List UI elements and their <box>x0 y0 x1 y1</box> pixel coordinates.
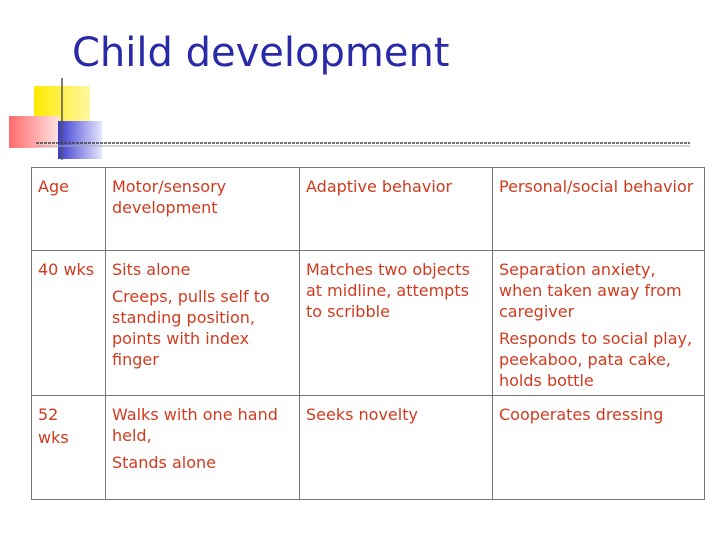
cell-adaptive: Matches two objects at midline, attempts to scribble <box>300 251 493 396</box>
development-table <box>31 167 705 500</box>
cell-age: 52 wks <box>32 396 106 500</box>
header-age: Age <box>32 168 106 251</box>
cell-motor: Walks with one hand held, Stands alone <box>106 396 300 500</box>
red-square <box>9 116 59 148</box>
cell-social: Separation anxiety, when taken away from caregiver Responds to social play, peekaboo, pata cake, holds bottle <box>493 251 705 396</box>
cell-age: 40 wks <box>32 251 106 396</box>
cell-social: Cooperates dressing <box>493 396 705 500</box>
cell-motor: Sits alone Creeps, pulls self to standing position, points with index finger <box>106 251 300 396</box>
table-row <box>32 396 705 500</box>
header-social: Personal/social behavior <box>493 168 705 251</box>
slide-title: Child development <box>72 30 450 76</box>
cell-adaptive: Seeks novelty <box>300 396 493 500</box>
blue-square <box>58 121 102 159</box>
table-header-row <box>32 168 705 251</box>
decorative-squares <box>0 0 728 170</box>
header-adaptive: Adaptive behavior <box>300 168 493 251</box>
header-motor: Motor/sensory development <box>106 168 300 251</box>
table-row <box>32 251 705 396</box>
